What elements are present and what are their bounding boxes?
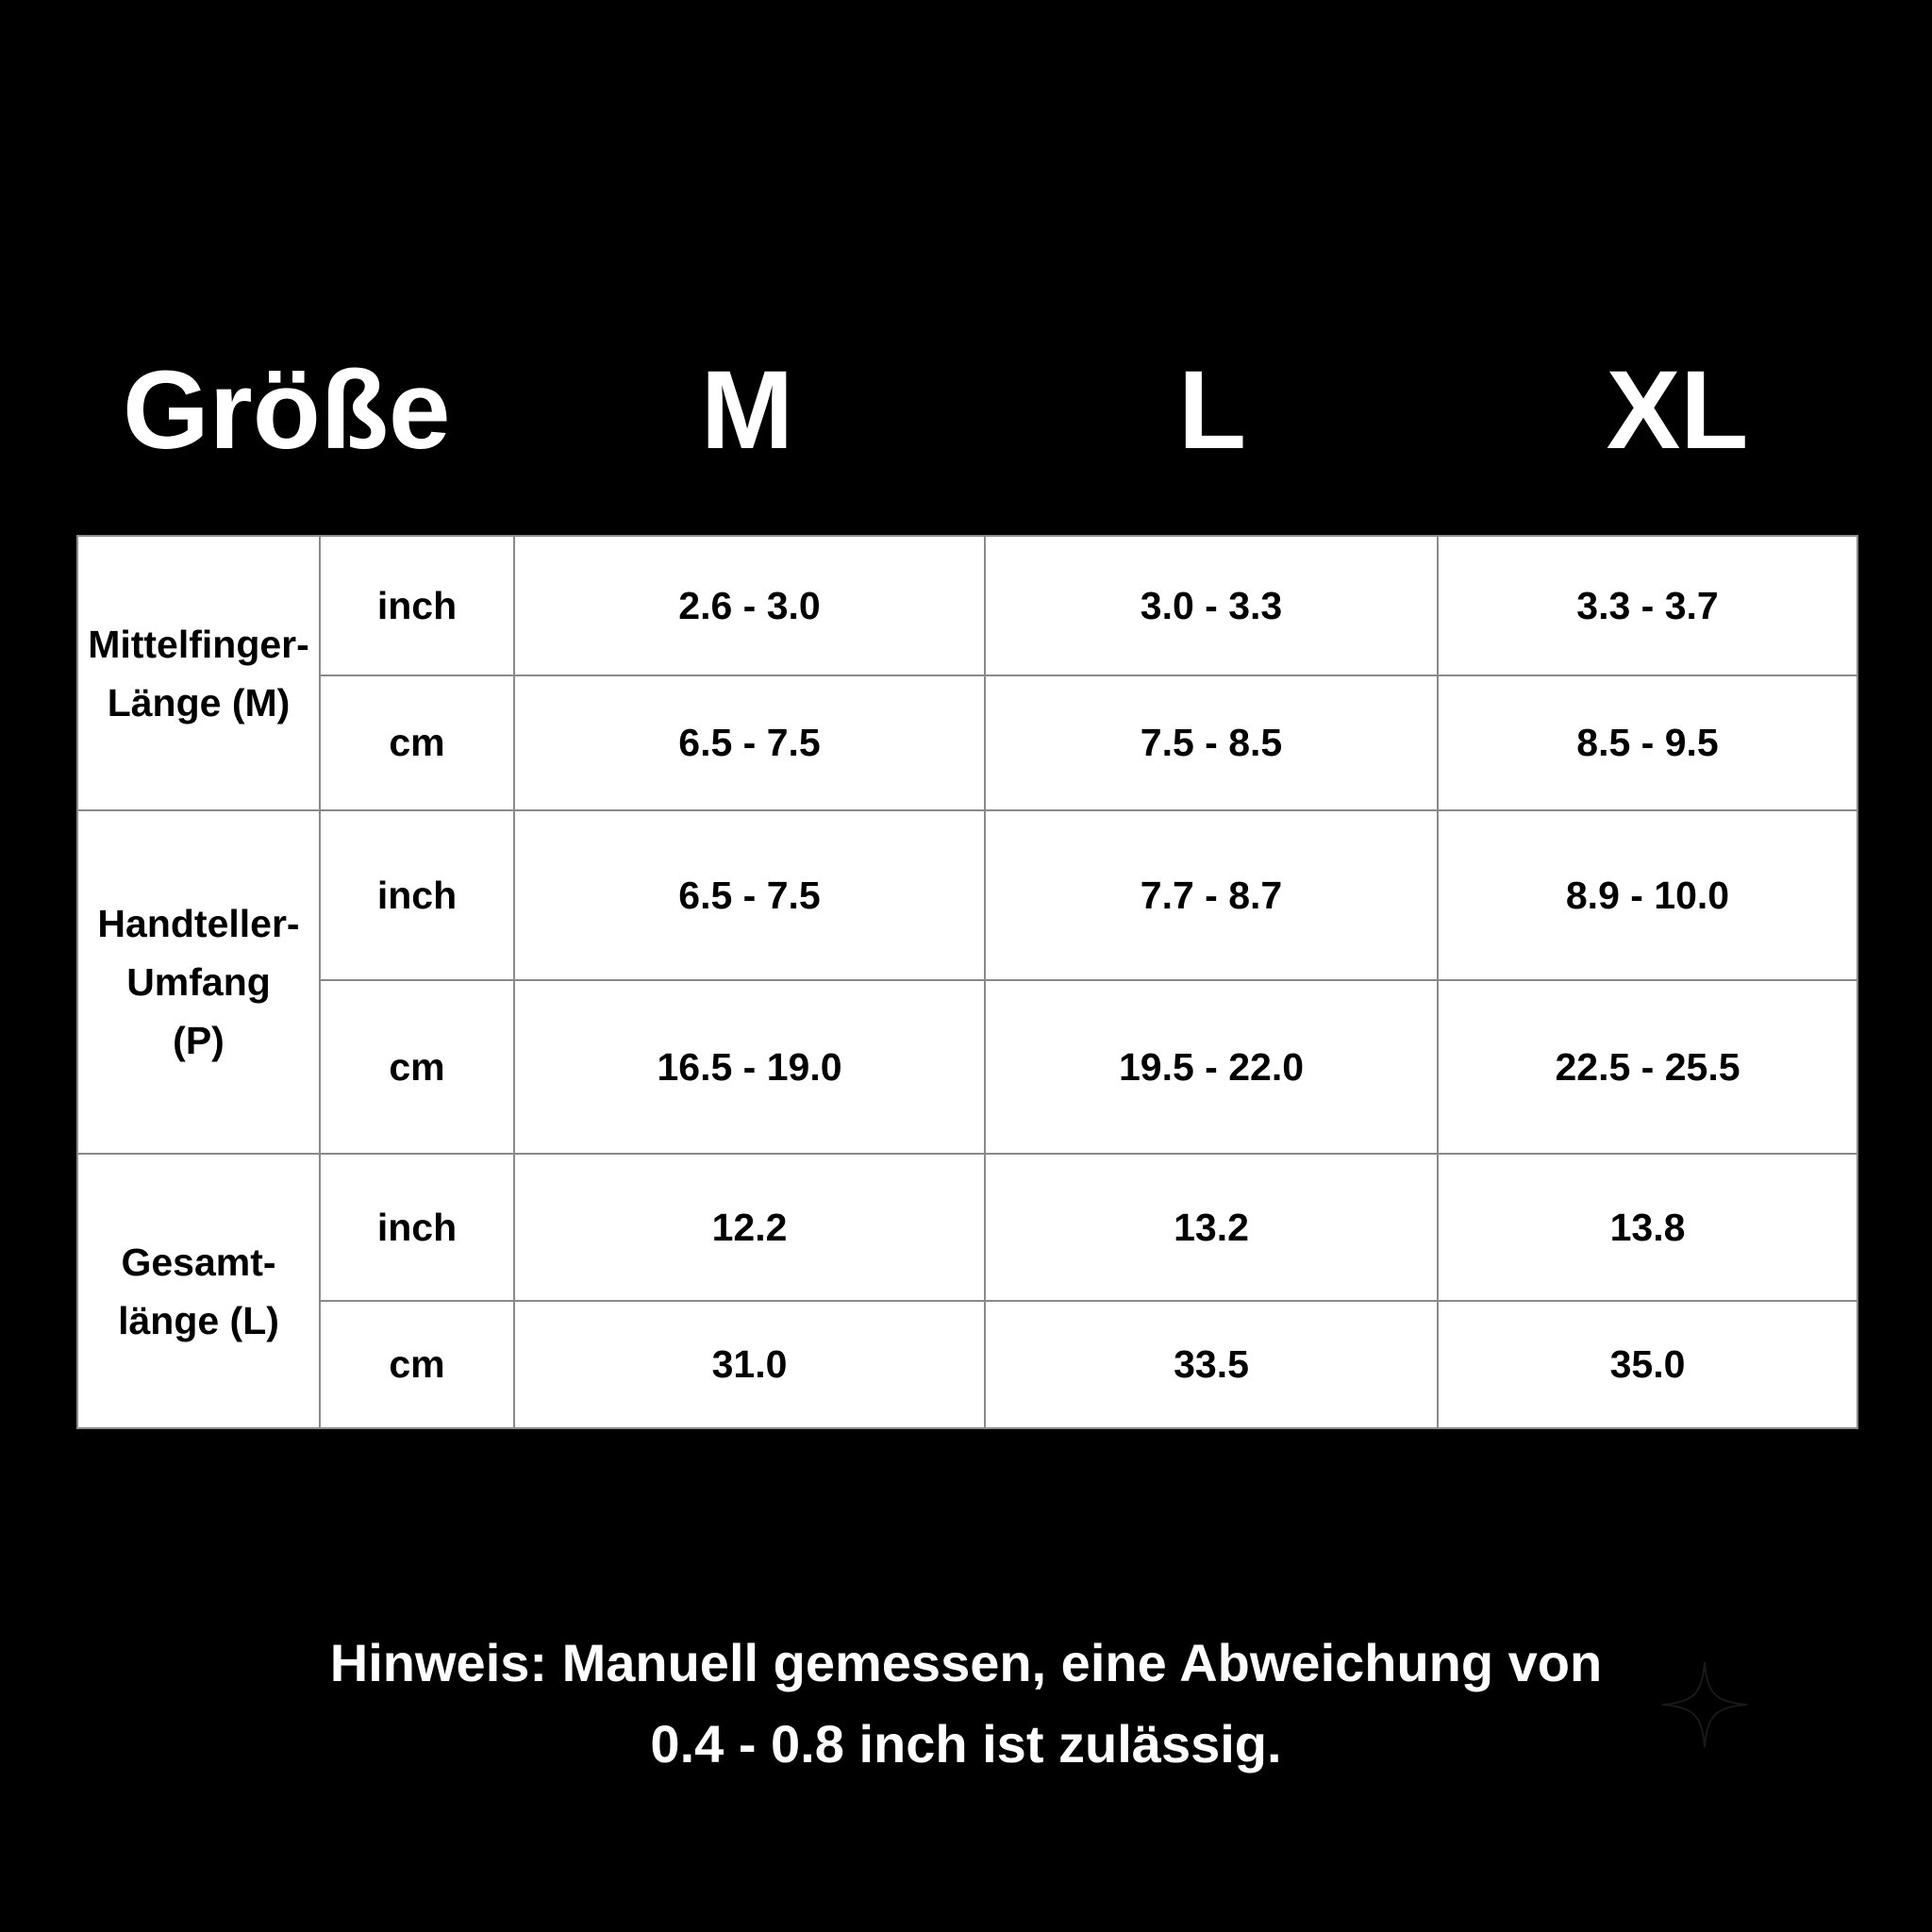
measure-label-middle-finger — [77, 536, 320, 810]
value-cell: 13.2 — [985, 1154, 1438, 1301]
unit-cell: cm — [320, 1301, 514, 1428]
value-cell: 33.5 — [985, 1301, 1438, 1428]
unit-cell: inch — [320, 810, 514, 980]
size-chart-table — [76, 535, 1858, 1429]
measure-label-line: (P) — [173, 1019, 225, 1062]
measure-label-line: Umfang — [126, 960, 271, 1004]
measure-label-line: Handteller- — [97, 902, 300, 945]
table-row — [77, 980, 1857, 1154]
sparkle-icon — [1660, 1660, 1749, 1749]
value-cell: 8.5 - 9.5 — [1438, 675, 1857, 810]
value-cell: 6.5 - 7.5 — [514, 810, 985, 980]
table-row — [77, 675, 1857, 810]
note-line-2: 0.4 - 0.8 inch ist zulässig. — [650, 1714, 1282, 1774]
value-cell: 8.9 - 10.0 — [1438, 810, 1857, 980]
unit-cell: inch — [320, 1154, 514, 1301]
size-label-xl: XL — [1606, 348, 1749, 473]
table-row — [77, 1301, 1857, 1428]
value-cell: 19.5 - 22.0 — [985, 980, 1438, 1154]
measure-label-total-length — [77, 1154, 320, 1428]
measure-label-line: Mittelfinger- — [88, 622, 309, 666]
value-cell: 7.7 - 8.7 — [985, 810, 1438, 980]
value-cell: 22.5 - 25.5 — [1438, 980, 1857, 1154]
value-cell: 3.0 - 3.3 — [985, 536, 1438, 675]
value-cell: 31.0 — [514, 1301, 985, 1428]
value-cell: 3.3 - 3.7 — [1438, 536, 1857, 675]
measurement-note — [0, 1623, 1932, 1785]
measure-label-line: länge (L) — [118, 1298, 279, 1342]
value-cell: 35.0 — [1438, 1301, 1857, 1428]
note-line-1: Hinweis: Manuell gemessen, eine Abweichung von — [329, 1633, 1603, 1692]
size-label-m: M — [700, 348, 794, 473]
table-row — [77, 810, 1857, 980]
unit-cell: cm — [320, 675, 514, 810]
size-heading: Größe — [123, 348, 451, 473]
value-cell: 2.6 - 3.0 — [514, 536, 985, 675]
value-cell: 13.8 — [1438, 1154, 1857, 1301]
measure-label-line: Länge (M) — [107, 680, 291, 724]
value-cell: 16.5 - 19.0 — [514, 980, 985, 1154]
measure-label-line: Gesamt- — [121, 1240, 276, 1284]
value-cell: 6.5 - 7.5 — [514, 675, 985, 810]
unit-cell: cm — [320, 980, 514, 1154]
size-label-l: L — [1177, 348, 1247, 473]
unit-cell: inch — [320, 536, 514, 675]
value-cell: 7.5 - 8.5 — [985, 675, 1438, 810]
measure-label-palm-circumference — [77, 810, 320, 1154]
table-row — [77, 1154, 1857, 1301]
value-cell: 12.2 — [514, 1154, 985, 1301]
table-row — [77, 536, 1857, 675]
